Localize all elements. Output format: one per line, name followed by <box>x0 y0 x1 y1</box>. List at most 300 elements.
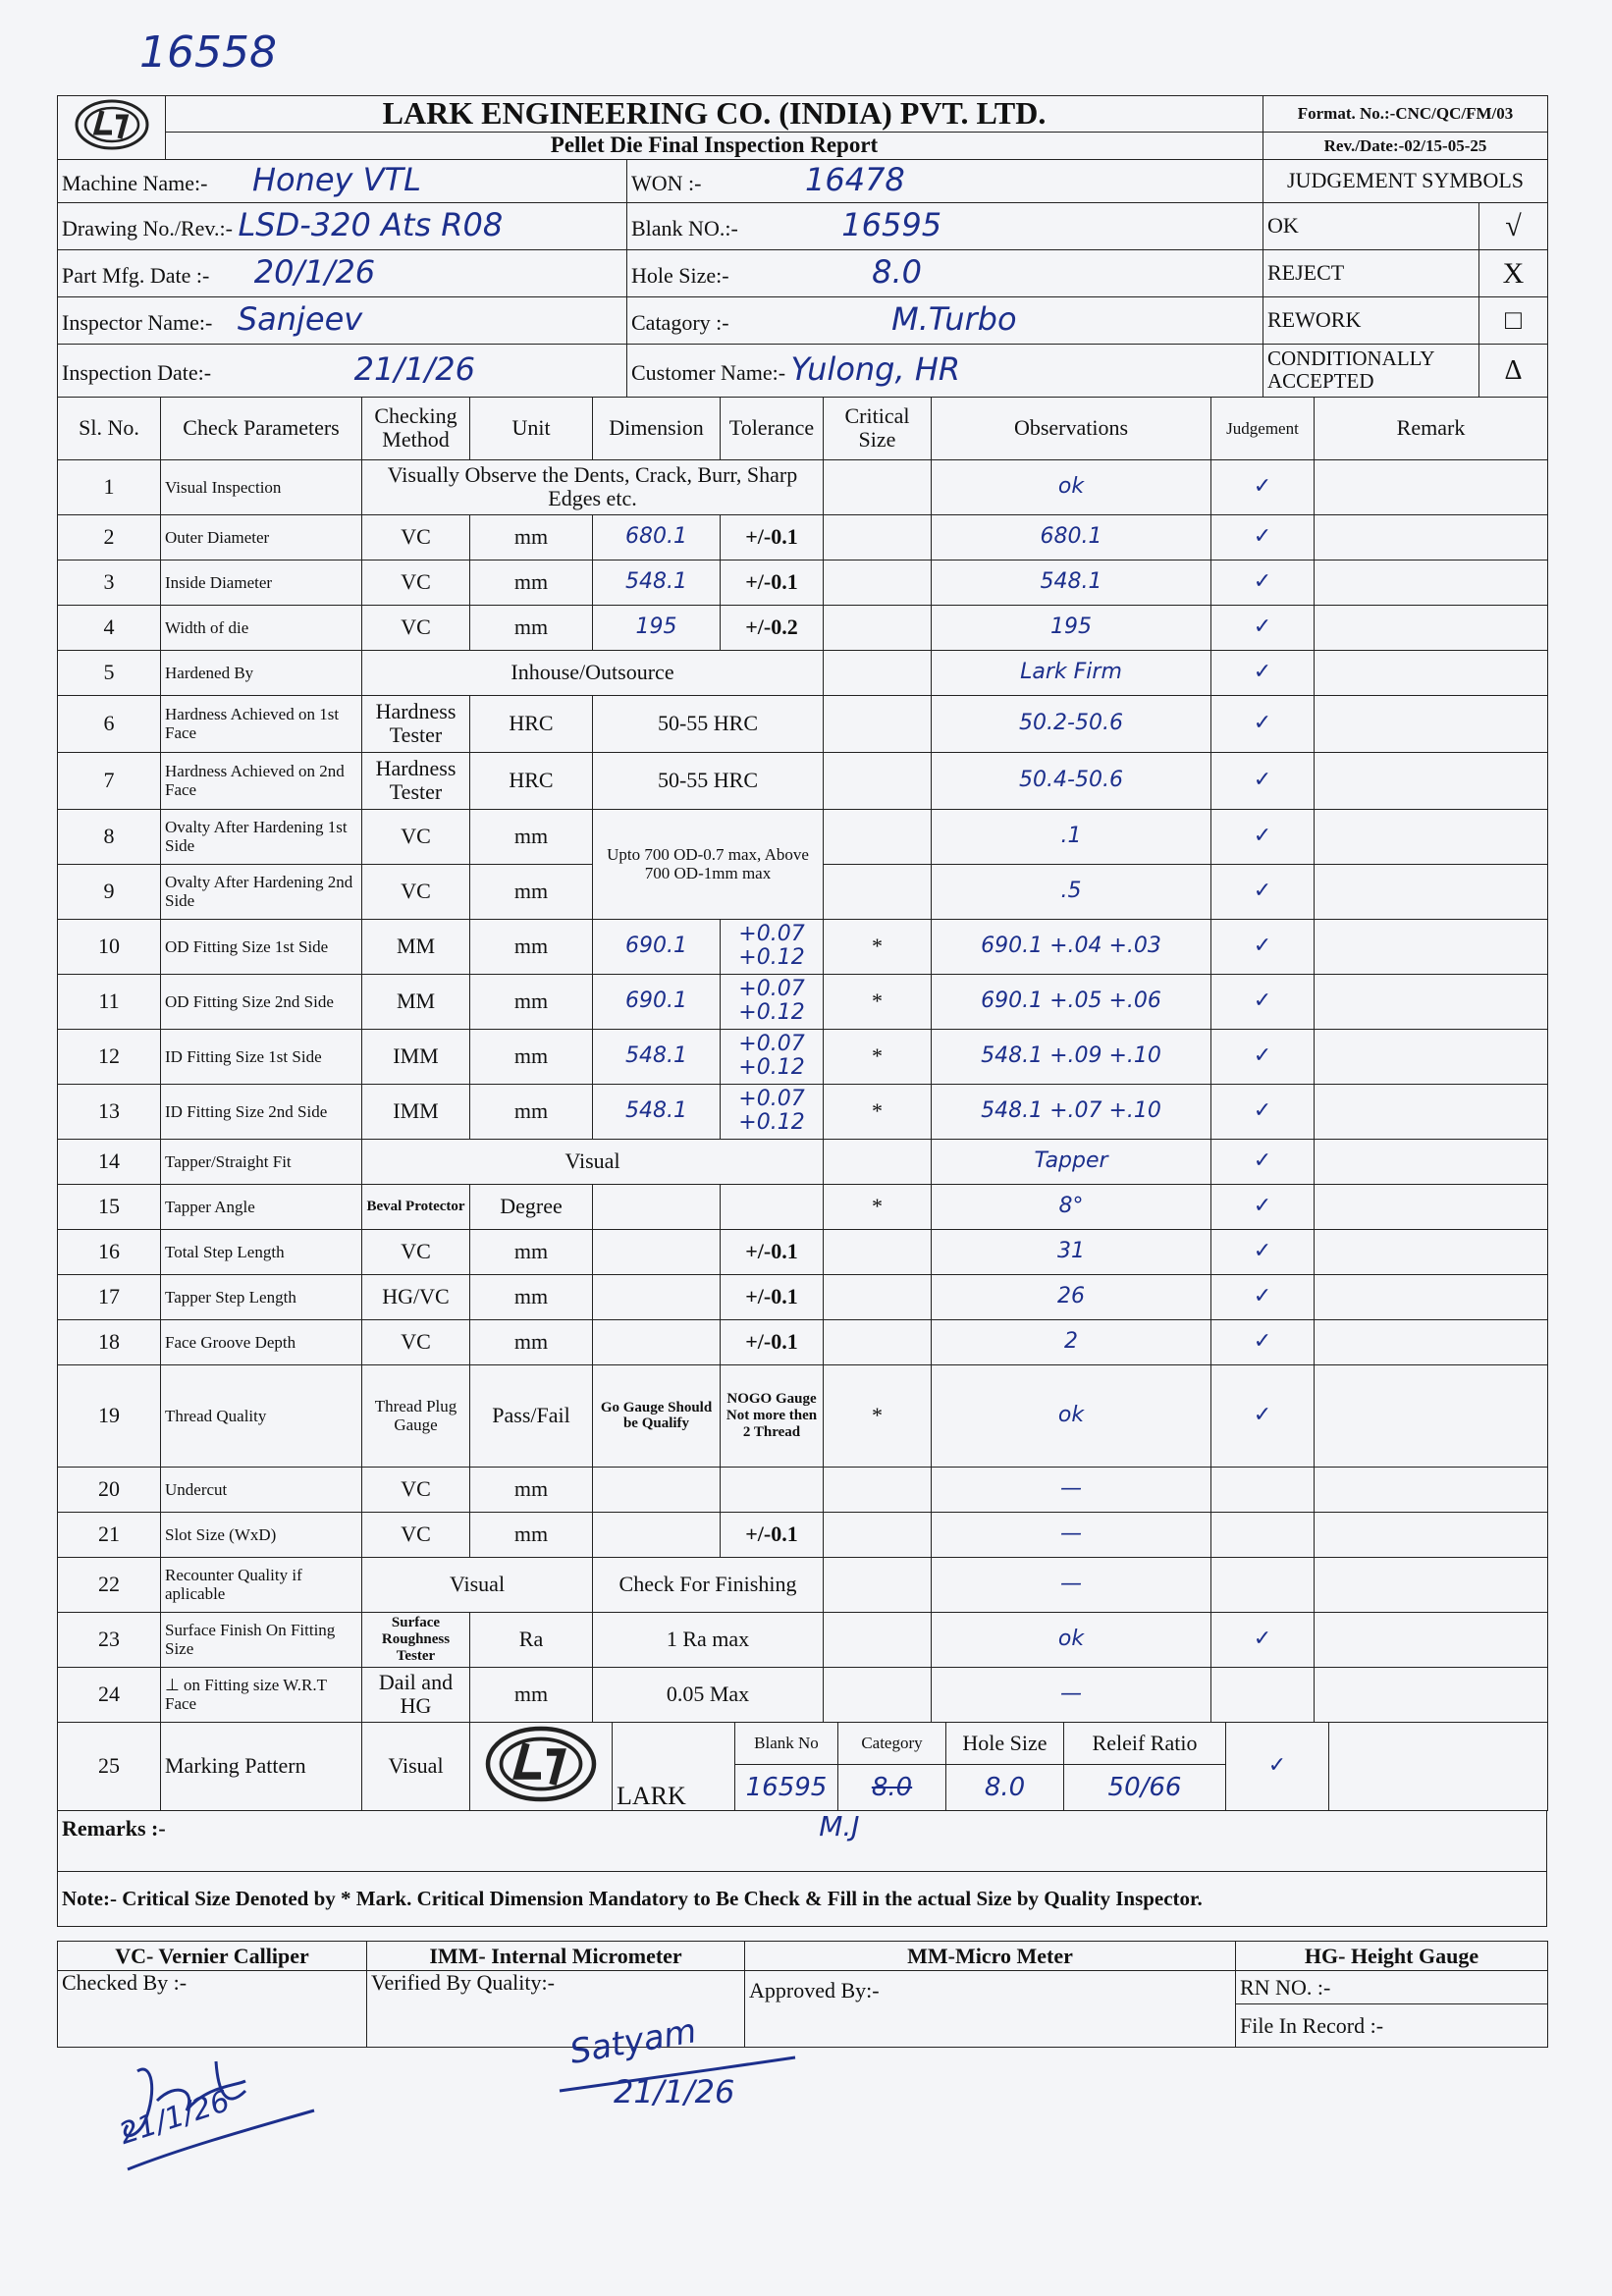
table-row <box>58 514 1548 560</box>
table-row <box>58 919 1548 974</box>
row-tolerance: +/-0.1 <box>721 514 824 560</box>
file-in-record-field: File In Record :- <box>1236 2004 1548 2048</box>
row-dimension <box>593 1319 721 1364</box>
row-critical <box>824 1229 932 1274</box>
row-sl: 1 <box>58 459 161 514</box>
gear-logo-icon <box>477 1723 605 1805</box>
row-param: Tapper Angle <box>161 1184 362 1229</box>
table-row <box>58 1274 1548 1319</box>
row-sl: 10 <box>58 919 161 974</box>
remarks-field: Remarks :- M.J <box>58 1811 1547 1872</box>
marking-category-label: Category <box>838 1722 946 1764</box>
row-critical: * <box>824 919 932 974</box>
row-method: MM <box>362 919 470 974</box>
marking-relief-value: 50/66 <box>1064 1765 1226 1811</box>
row-observation: 690.1 +.04 +.03 <box>932 919 1211 974</box>
table-row <box>58 1184 1548 1229</box>
row-critical <box>824 809 932 864</box>
header-table <box>57 95 1548 160</box>
row-param: Hardness Achieved on 2nd Face <box>161 752 362 809</box>
table-row <box>58 1364 1548 1467</box>
judgement-symbols-title: JUDGEMENT SYMBOLS <box>1263 159 1548 202</box>
row-observation: — <box>932 1667 1211 1722</box>
verified-by-field: Verified By Quality:- <box>367 1971 745 2048</box>
inspection-rows <box>58 459 1548 1722</box>
marking-logo <box>470 1722 613 1811</box>
row-unit: mm <box>470 514 593 560</box>
row-critical <box>824 752 932 809</box>
inspector-name-field: Inspector Name:- Sanjeev <box>58 296 627 344</box>
row-observation: — <box>932 1557 1211 1612</box>
inspection-table <box>57 397 1548 1723</box>
row-judgement <box>1211 1467 1315 1512</box>
gear-logo-icon <box>73 97 151 152</box>
row-judgement <box>1211 1667 1315 1722</box>
table-row <box>58 459 1548 514</box>
symbol-rework-label: REWORK <box>1263 296 1479 344</box>
row-dimension: Go Gauge Should be Qualify <box>593 1364 721 1467</box>
marking-hole-size-label: Hole Size <box>946 1722 1064 1764</box>
row-param: Hardness Achieved on 1st Face <box>161 695 362 752</box>
row-sl: 5 <box>58 650 161 695</box>
row-sl: 3 <box>58 560 161 605</box>
mfg-date-field: Part Mfg. Date :- 20/1/26 <box>58 249 627 296</box>
row-critical <box>824 1667 932 1722</box>
row-unit: HRC <box>470 752 593 809</box>
row-unit: mm <box>470 1084 593 1139</box>
col-param: Check Parameters <box>161 397 362 459</box>
row-tolerance: +/-0.1 <box>721 1512 824 1557</box>
row-sl: 4 <box>58 605 161 650</box>
row-method: VC <box>362 605 470 650</box>
row-critical <box>824 1139 932 1184</box>
row-param: ⊥ on Fitting size W.R.T Face <box>161 1667 362 1722</box>
row-param: Ovalty After Hardening 2nd Side <box>161 864 362 919</box>
row-sl: 9 <box>58 864 161 919</box>
row-remark <box>1315 459 1548 514</box>
table-row <box>58 1612 1548 1667</box>
row-unit: mm <box>470 1029 593 1084</box>
row-unit: mm <box>470 1229 593 1274</box>
row-remark <box>1315 752 1548 809</box>
row-unit: HRC <box>470 695 593 752</box>
row-dimension: 680.1 <box>593 514 721 560</box>
row-observation: ok <box>932 1612 1211 1667</box>
legend-mm: MM-Micro Meter <box>745 1942 1236 1971</box>
row-observation: 548.1 +.07 +.10 <box>932 1084 1211 1139</box>
row-dimension: 1 Ra max <box>593 1612 824 1667</box>
legend-hg: HG- Height Gauge <box>1236 1942 1548 1971</box>
row-param: Hardened By <box>161 650 362 695</box>
row-remark <box>1315 1139 1548 1184</box>
marking-param: Marking Pattern <box>161 1722 362 1811</box>
row-unit: mm <box>470 919 593 974</box>
row-unit: mm <box>470 605 593 650</box>
row-param: Recounter Quality if aplicable <box>161 1557 362 1612</box>
row-sl: 14 <box>58 1139 161 1184</box>
row-unit: mm <box>470 1319 593 1364</box>
row-critical <box>824 1512 932 1557</box>
row-tolerance <box>721 1184 824 1229</box>
row-method: VC <box>362 1467 470 1512</box>
row-method: VC <box>362 1512 470 1557</box>
row-param: Undercut <box>161 1467 362 1512</box>
row-method: MM <box>362 974 470 1029</box>
row-judgement: ✓ <box>1211 809 1315 864</box>
row-unit: mm <box>470 809 593 864</box>
row-dimension: 50-55 HRC <box>593 695 824 752</box>
row-param: Ovalty After Hardening 1st Side <box>161 809 362 864</box>
row-critical <box>824 864 932 919</box>
row-param: Width of die <box>161 605 362 650</box>
row-critical <box>824 459 932 514</box>
customer-name-field: Customer Name:- Yulong, HR <box>627 344 1263 397</box>
row-sl: 8 <box>58 809 161 864</box>
row-sl: 20 <box>58 1467 161 1512</box>
row-dimension <box>593 1512 721 1557</box>
row-sl: 23 <box>58 1612 161 1667</box>
row-param: ID Fitting Size 2nd Side <box>161 1084 362 1139</box>
row-remark <box>1315 1274 1548 1319</box>
table-row <box>58 1029 1548 1084</box>
row-sl: 15 <box>58 1184 161 1229</box>
row-judgement: ✓ <box>1211 1274 1315 1319</box>
symbol-conditional-label: CONDITIONALLY ACCEPTED <box>1263 344 1479 397</box>
row-critical: * <box>824 1364 932 1467</box>
col-unit: Unit <box>470 397 593 459</box>
row-tolerance: +/-0.1 <box>721 1229 824 1274</box>
row-judgement: ✓ <box>1211 1229 1315 1274</box>
row-remark <box>1315 809 1548 864</box>
row-judgement: ✓ <box>1211 605 1315 650</box>
table-row <box>58 1467 1548 1512</box>
symbol-reject-label: REJECT <box>1263 249 1479 296</box>
marking-method: Visual <box>362 1722 470 1811</box>
row-observation: — <box>932 1512 1211 1557</box>
row-method: Dail and HG <box>362 1667 470 1722</box>
row-observation: 50.4-50.6 <box>932 752 1211 809</box>
legend-imm: IMM- Internal Micrometer <box>367 1942 745 1971</box>
row-observation: 26 <box>932 1274 1211 1319</box>
row-sl: 16 <box>58 1229 161 1274</box>
table-row <box>58 560 1548 605</box>
row-dimension: 548.1 <box>593 1084 721 1139</box>
row-tolerance: +0.07 +0.12 <box>721 974 824 1029</box>
row-critical <box>824 1467 932 1512</box>
row-observation: 8° <box>932 1184 1211 1229</box>
machine-name-field: Machine Name:- Honey VTL <box>58 159 627 202</box>
table-row <box>58 605 1548 650</box>
row-unit: mm <box>470 560 593 605</box>
row-dimension: 195 <box>593 605 721 650</box>
row-param: Thread Quality <box>161 1364 362 1467</box>
critical-note: Note:- Critical Size Denoted by * Mark. Critical Dimension Mandatory to Be Check & Fill in the actual Size by Quality Inspector. <box>58 1872 1547 1927</box>
row-observation: 2 <box>932 1319 1211 1364</box>
row-tolerance: +0.07 +0.12 <box>721 919 824 974</box>
row-param: Slot Size (WxD) <box>161 1512 362 1557</box>
row-remark <box>1315 1319 1548 1364</box>
row-remark <box>1315 919 1548 974</box>
row-dimension: 50-55 HRC <box>593 752 824 809</box>
row-method: Hardness Tester <box>362 695 470 752</box>
row-judgement: ✓ <box>1211 695 1315 752</box>
table-row <box>58 1319 1548 1364</box>
marking-table <box>57 1722 1548 1812</box>
row-observation: 548.1 <box>932 560 1211 605</box>
row-method: VC <box>362 809 470 864</box>
row-judgement <box>1211 1557 1315 1612</box>
row-critical: * <box>824 1084 932 1139</box>
col-remark: Remark <box>1315 397 1548 459</box>
row-unit: mm <box>470 974 593 1029</box>
won-field: WON :- 16478 <box>627 159 1263 202</box>
row-judgement: ✓ <box>1211 1139 1315 1184</box>
row-method: Thread Plug Gauge <box>362 1364 470 1467</box>
table-row <box>58 1229 1548 1274</box>
row-observation: 690.1 +.05 +.06 <box>932 974 1211 1029</box>
row-dimension: Check For Finishing <box>593 1557 824 1612</box>
row-observation: ok <box>932 459 1211 514</box>
row-judgement: ✓ <box>1211 752 1315 809</box>
table-row <box>58 1667 1548 1722</box>
row-remark <box>1315 560 1548 605</box>
row-observation: .5 <box>932 864 1211 919</box>
row-param: Tapper/Straight Fit <box>161 1139 362 1184</box>
company-name: LARK ENGINEERING CO. (INDIA) PVT. LTD. <box>166 96 1263 133</box>
row-tolerance: +/-0.1 <box>721 1274 824 1319</box>
row-unit: mm <box>470 1274 593 1319</box>
row-tolerance: +/-0.1 <box>721 560 824 605</box>
row-judgement: ✓ <box>1211 1029 1315 1084</box>
row-judgement: ✓ <box>1211 650 1315 695</box>
row-dimension: 0.05 Max <box>593 1667 824 1722</box>
drawing-number-field: Drawing No./Rev.:- LSD-320 Ats R08 <box>58 202 627 249</box>
category-field: Catagory :- M.Turbo <box>627 296 1263 344</box>
row-sl: 2 <box>58 514 161 560</box>
row-judgement <box>1211 1512 1315 1557</box>
row-param: OD Fitting Size 2nd Side <box>161 974 362 1029</box>
symbol-ok: √ <box>1479 202 1548 249</box>
row-remark <box>1315 1084 1548 1139</box>
row-tolerance: +/-0.1 <box>721 1319 824 1364</box>
row-unit: Pass/Fail <box>470 1364 593 1467</box>
hole-size-field: Hole Size:- 8.0 <box>627 249 1263 296</box>
symbol-reject: X <box>1479 249 1548 296</box>
row-tolerance: +0.07 +0.12 <box>721 1029 824 1084</box>
row-tolerance: NOGO Gauge Not more then 2 Thread <box>721 1364 824 1467</box>
row-sl: 22 <box>58 1557 161 1612</box>
marking-remark <box>1329 1722 1548 1811</box>
info-table <box>57 159 1548 398</box>
row-sl: 21 <box>58 1512 161 1557</box>
row-method: VC <box>362 560 470 605</box>
row-critical <box>824 1274 932 1319</box>
row-remark <box>1315 1364 1548 1467</box>
row-tolerance: +0.07 +0.12 <box>721 1084 824 1139</box>
row-judgement: ✓ <box>1211 560 1315 605</box>
checked-by-field: Checked By :- <box>58 1971 367 2048</box>
row-dimension: 548.1 <box>593 560 721 605</box>
row-dimension: 690.1 <box>593 919 721 974</box>
row-critical: * <box>824 1184 932 1229</box>
top-serial-number: 16558 <box>139 27 277 78</box>
row-judgement: ✓ <box>1211 514 1315 560</box>
row-unit: mm <box>470 864 593 919</box>
row-remark <box>1315 605 1548 650</box>
table-row <box>58 650 1548 695</box>
row-method: IMM <box>362 1084 470 1139</box>
row-method: Hardness Tester <box>362 752 470 809</box>
table-row <box>58 1084 1548 1139</box>
col-tolerance: Tolerance <box>721 397 824 459</box>
report-title: Pellet Die Final Inspection Report <box>166 132 1263 159</box>
row-critical: * <box>824 974 932 1029</box>
col-critical: Critical Size <box>824 397 932 459</box>
row-critical: * <box>824 1029 932 1084</box>
row-unit: Degree <box>470 1184 593 1229</box>
row-method: Visually Observe the Dents, Crack, Burr, Sharp Edges etc. <box>362 459 824 514</box>
row-observation: 195 <box>932 605 1211 650</box>
table-row <box>58 752 1548 809</box>
row-unit: mm <box>470 1467 593 1512</box>
row-remark <box>1315 650 1548 695</box>
row-observation: Lark Firm <box>932 650 1211 695</box>
row-sl: 18 <box>58 1319 161 1364</box>
table-row <box>58 1557 1548 1612</box>
inspection-sheet <box>57 95 1547 2068</box>
row-dimension <box>593 1274 721 1319</box>
marking-relief-label: Releif Ratio <box>1064 1722 1226 1764</box>
row-method: Surface Roughness Tester <box>362 1612 470 1667</box>
row-param: OD Fitting Size 1st Side <box>161 919 362 974</box>
row-judgement: ✓ <box>1211 1184 1315 1229</box>
col-observations: Observations <box>932 397 1211 459</box>
row-critical <box>824 514 932 560</box>
row-unit: mm <box>470 1512 593 1557</box>
row-method: Beval Protector <box>362 1184 470 1229</box>
row-remark <box>1315 514 1548 560</box>
row-param: ID Fitting Size 1st Side <box>161 1029 362 1084</box>
revision-date: Rev./Date:-02/15-05-25 <box>1263 132 1548 159</box>
row-observation: — <box>932 1467 1211 1512</box>
col-dimension: Dimension <box>593 397 721 459</box>
format-number: Format. No.:-CNC/QC/FM/03 <box>1263 96 1548 133</box>
table-row <box>58 1139 1548 1184</box>
row-dimension <box>593 1467 721 1512</box>
checked-signature-date: 21/1/26 <box>115 2083 235 2153</box>
col-method: Checking Method <box>362 397 470 459</box>
row-tolerance <box>721 1467 824 1512</box>
table-row <box>58 1512 1548 1557</box>
row-param: Face Groove Depth <box>161 1319 362 1364</box>
inspection-date-field: Inspection Date:- 21/1/26 <box>58 344 627 397</box>
marking-lark-label: LARK <box>613 1722 735 1811</box>
row-sl: 17 <box>58 1274 161 1319</box>
row-remark <box>1315 695 1548 752</box>
row-dimension <box>593 1184 721 1229</box>
row-judgement: ✓ <box>1211 919 1315 974</box>
row-remark <box>1315 1612 1548 1667</box>
row-unit: Ra <box>470 1612 593 1667</box>
marking-hole-size-value: 8.0 <box>946 1765 1064 1811</box>
row-param: Tapper Step Length <box>161 1274 362 1319</box>
row-observation: 680.1 <box>932 514 1211 560</box>
row-method: VC <box>362 1319 470 1364</box>
row-method: Visual <box>362 1557 593 1612</box>
table-row <box>58 695 1548 752</box>
row-dimension: Upto 700 OD-0.7 max, Above 700 OD-1mm max <box>593 809 824 919</box>
blank-number-field: Blank NO.:- 16595 <box>627 202 1263 249</box>
row-param: Outer Diameter <box>161 514 362 560</box>
row-critical <box>824 1612 932 1667</box>
row-critical <box>824 650 932 695</box>
row-judgement: ✓ <box>1211 1319 1315 1364</box>
row-sl: 11 <box>58 974 161 1029</box>
legend-vc: VC- Vernier Calliper <box>58 1942 367 1971</box>
row-observation: 50.2-50.6 <box>932 695 1211 752</box>
verified-signature-date: 21/1/26 <box>614 2073 735 2110</box>
rn-no-field: RN NO. :- <box>1236 1971 1548 2004</box>
row-remark <box>1315 1467 1548 1512</box>
row-dimension <box>593 1229 721 1274</box>
row-param: Total Step Length <box>161 1229 362 1274</box>
row-sl: 13 <box>58 1084 161 1139</box>
col-judgement: Judgement <box>1211 397 1315 459</box>
row-observation: 548.1 +.09 +.10 <box>932 1029 1211 1084</box>
row-sl: 7 <box>58 752 161 809</box>
table-row <box>58 809 1548 864</box>
marking-sl: 25 <box>58 1722 161 1811</box>
symbol-ok-label: OK <box>1263 202 1479 249</box>
row-sl: 19 <box>58 1364 161 1467</box>
row-unit: mm <box>470 1667 593 1722</box>
row-dimension: 548.1 <box>593 1029 721 1084</box>
row-param: Visual Inspection <box>161 459 362 514</box>
row-remark <box>1315 1184 1548 1229</box>
row-observation: .1 <box>932 809 1211 864</box>
row-param: Surface Finish On Fitting Size <box>161 1612 362 1667</box>
row-method: Inhouse/Outsource <box>362 650 824 695</box>
row-method: VC <box>362 864 470 919</box>
marking-blank-no-label: Blank No <box>735 1722 838 1764</box>
row-judgement: ✓ <box>1211 459 1315 514</box>
row-method: IMM <box>362 1029 470 1084</box>
symbol-conditional: Δ <box>1479 344 1548 397</box>
row-tolerance: +/-0.2 <box>721 605 824 650</box>
row-judgement: ✓ <box>1211 974 1315 1029</box>
row-judgement: ✓ <box>1211 864 1315 919</box>
row-remark <box>1315 864 1548 919</box>
marking-judgement: ✓ <box>1226 1722 1329 1811</box>
remarks-table <box>57 1810 1547 1927</box>
row-critical <box>824 1319 932 1364</box>
row-sl: 24 <box>58 1667 161 1722</box>
row-observation: Tapper <box>932 1139 1211 1184</box>
row-remark <box>1315 1557 1548 1612</box>
row-method: HG/VC <box>362 1274 470 1319</box>
row-observation: 31 <box>932 1229 1211 1274</box>
table-row <box>58 974 1548 1029</box>
verified-signature: Satyam <box>566 2011 700 2072</box>
row-remark <box>1315 1029 1548 1084</box>
row-judgement: ✓ <box>1211 1612 1315 1667</box>
company-logo <box>58 96 166 160</box>
row-remark <box>1315 1229 1548 1274</box>
row-critical <box>824 560 932 605</box>
row-dimension: 690.1 <box>593 974 721 1029</box>
row-sl: 6 <box>58 695 161 752</box>
row-critical <box>824 695 932 752</box>
